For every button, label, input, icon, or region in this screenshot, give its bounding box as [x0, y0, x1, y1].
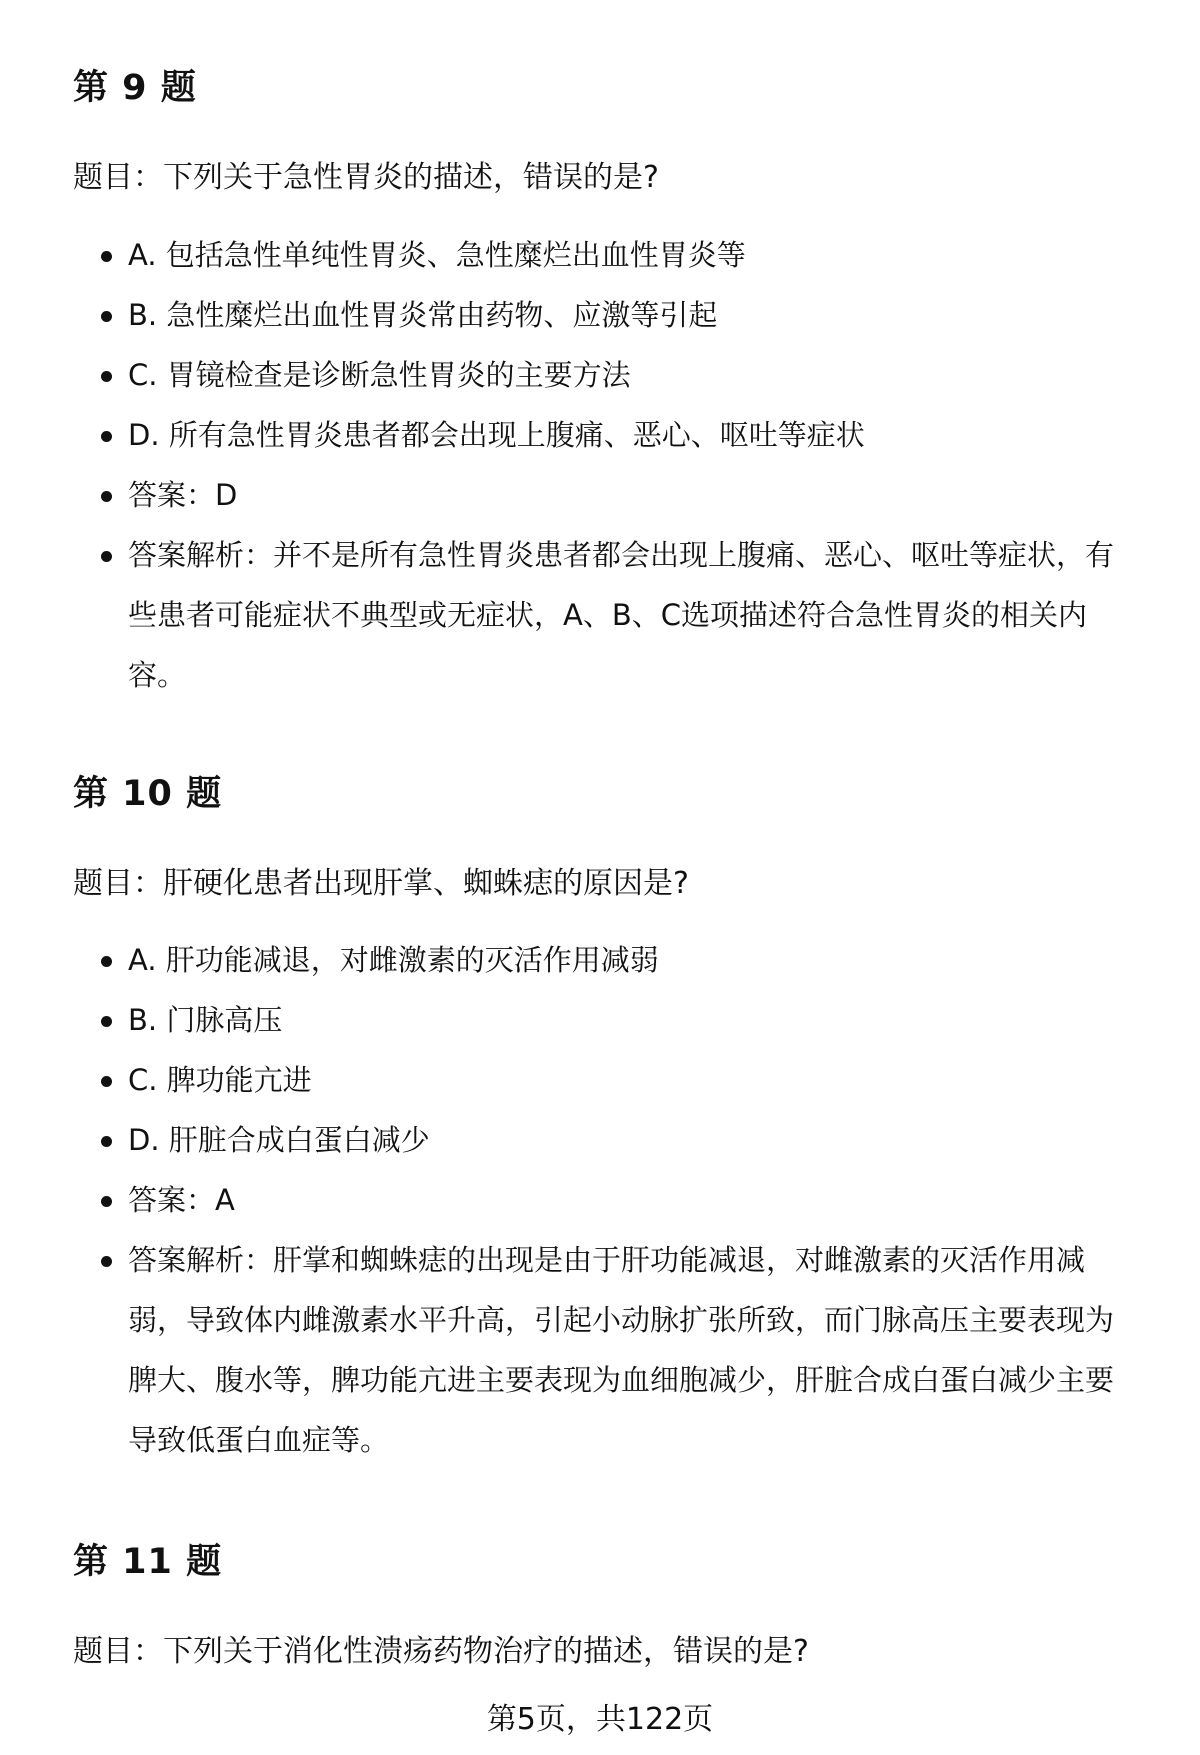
bullet-icon: [101, 371, 112, 382]
question-title: 第 10 题: [73, 774, 223, 814]
answer-analysis: 答案解析：并不是所有急性胃炎患者都会出现上腹痛、恶心、呕吐等症状，有些患者可能症状不典型或无症状，A、B、C选项描述符合急性胃炎的相关内容。: [73, 525, 1153, 705]
option-a: A. 肝功能减退，对雌激素的灭活作用减弱: [73, 930, 1153, 990]
bullet-icon: [101, 551, 112, 562]
question-stem: 题目：下列关于急性胃炎的描述，错误的是?: [73, 160, 659, 195]
question-11: [73, 1540, 1153, 1669]
option-d: D. 肝脏合成白蛋白减少: [73, 1110, 1153, 1170]
option-b: B. 急性糜烂出血性胃炎常由药物、应激等引起: [73, 285, 1153, 345]
option-list: [73, 225, 1153, 705]
question-title: 第 11 题: [73, 1542, 223, 1582]
question-stem: 题目：肝硬化患者出现肝掌、蜘蛛痣的原因是?: [73, 866, 689, 901]
bullet-icon: [101, 1196, 112, 1207]
question-title: 第 9 题: [73, 68, 197, 108]
bullet-icon: [101, 311, 112, 322]
bullet-icon: [101, 956, 112, 967]
option-list: [73, 930, 1153, 1470]
answer-analysis: 答案解析：肝掌和蜘蛛痣的出现是由于肝功能减退，对雌激素的灭活作用减弱，导致体内雌激素水平升高，引起小动脉扩张所致，而门脉高压主要表现为脾大、腹水等，脾功能亢进主要表现为血细胞减少，肝脏合成白蛋白减少主要导致低蛋白血症等。: [73, 1230, 1153, 1470]
option-c: C. 脾功能亢进: [73, 1050, 1153, 1110]
answer: 答案：D: [73, 465, 1153, 525]
bullet-icon: [101, 1136, 112, 1147]
option-a: A. 包括急性单纯性胃炎、急性糜烂出血性胃炎等: [73, 225, 1153, 285]
page-number-footer: 第5页，共122页: [486, 1702, 714, 1737]
option-c: C. 胃镜检查是诊断急性胃炎的主要方法: [73, 345, 1153, 405]
question-9: [73, 66, 1153, 692]
question-10: [73, 772, 1153, 1457]
bullet-icon: [101, 491, 112, 502]
bullet-icon: [101, 251, 112, 262]
bullet-icon: [101, 1016, 112, 1027]
answer: 答案：A: [73, 1170, 1153, 1230]
bullet-icon: [101, 1076, 112, 1087]
bullet-icon: [101, 1256, 112, 1267]
bullet-icon: [101, 431, 112, 442]
option-d: D. 所有急性胃炎患者都会出现上腹痛、恶心、呕吐等症状: [73, 405, 1153, 465]
question-stem: 题目：下列关于消化性溃疡药物治疗的描述，错误的是?: [73, 1634, 809, 1669]
option-b: B. 门脉高压: [73, 990, 1153, 1050]
